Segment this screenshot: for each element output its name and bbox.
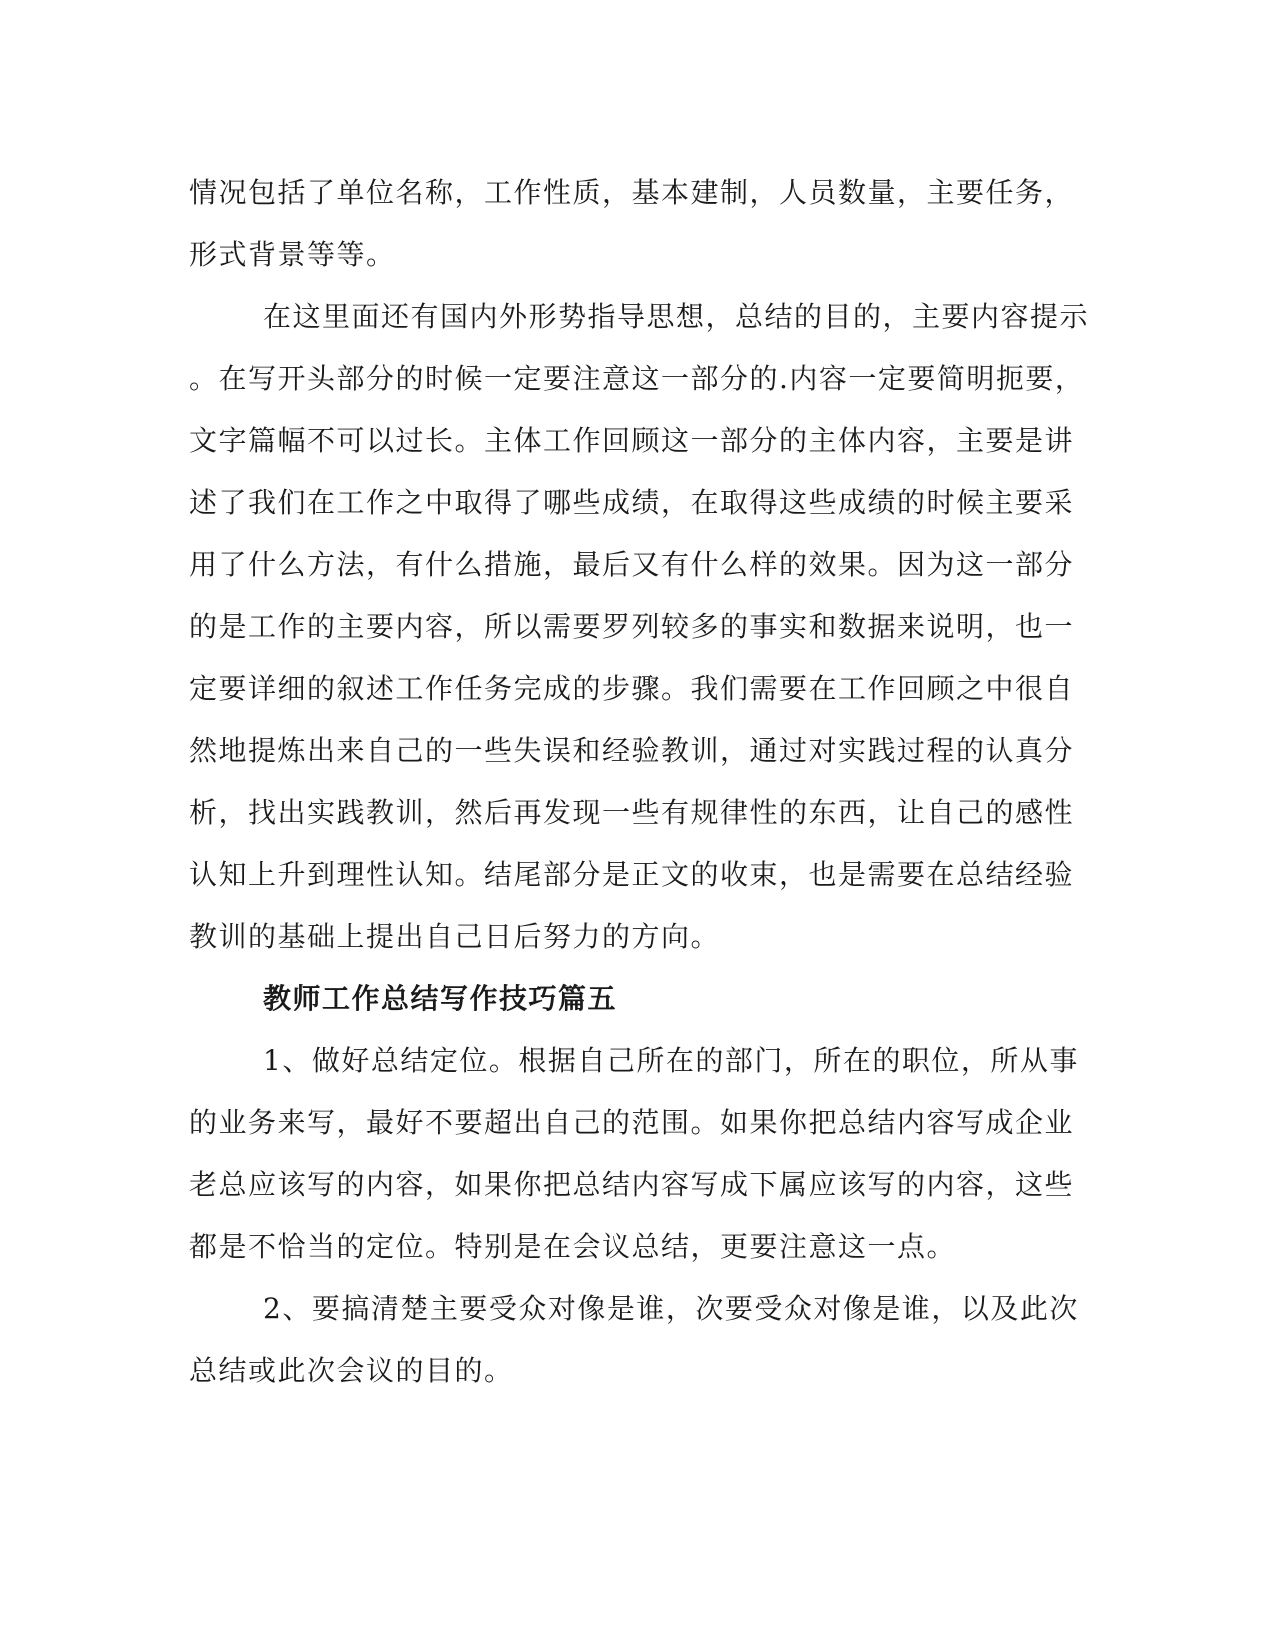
- text-line: 述了我们在工作之中取得了哪些成绩，在取得这些成绩的时候主要采: [189, 486, 1075, 519]
- text-line: 的是工作的主要内容，所以需要罗列较多的事实和数据来说明，也一: [189, 610, 1075, 643]
- text-line: 2、要搞清楚主要受众对像是谁，次要受众对像是谁，以及此次: [263, 1292, 1079, 1325]
- section-heading: 教师工作总结写作技巧篇五: [263, 982, 618, 1015]
- text-line: 用了什么方法，有什么措施，最后又有什么样的效果。因为这一部分: [189, 548, 1075, 581]
- text-line: 然地提炼出来自己的一些失误和经验教训，通过对实践过程的认真分: [189, 734, 1075, 767]
- paragraph-tip-1: [189, 1030, 1089, 1278]
- text-line: 文字篇幅不可以过长。主体工作回顾这一部分的主体内容，主要是讲: [189, 424, 1075, 457]
- text-line: 的业务来写，最好不要超出自己的范围。如果你把总结内容写成企业: [189, 1106, 1075, 1139]
- paragraph-tip-2: [189, 1278, 1089, 1402]
- text-line: 都是不恰当的定位。特别是在会议总结，更要注意这一点。: [189, 1230, 957, 1263]
- text-line: 定要详细的叙述工作任务完成的步骤。我们需要在工作回顾之中很自: [189, 672, 1075, 705]
- text-line: 情况包括了单位名称，工作性质，基本建制，人员数量，主要任务，: [189, 176, 1075, 209]
- text-line: 1、做好总结定位。根据自己所在的部门，所在的职位，所从事: [263, 1044, 1079, 1077]
- paragraph-situation: [189, 162, 1089, 286]
- text-line: 在这里面还有国内外形势指导思想，总结的目的，主要内容提示: [263, 300, 1090, 333]
- paragraph-opening-and-body: [189, 286, 1089, 968]
- text-line: 总结或此次会议的目的。: [189, 1354, 514, 1387]
- text-line: 形式背景等等。: [189, 238, 396, 271]
- text-line: 老总应该写的内容，如果你把总结内容写成下属应该写的内容，这些: [189, 1168, 1075, 1201]
- text-line: 认知上升到理性认知。结尾部分是正文的收束，也是需要在总结经验: [189, 858, 1075, 891]
- text-line: 析，找出实践教训，然后再发现一些有规律性的东西，让自己的感性: [189, 796, 1075, 829]
- text-line: 教训的基础上提出自己日后努力的方向。: [189, 920, 721, 953]
- document-body: [189, 162, 1089, 1402]
- text-line: 。在写开头部分的时候一定要注意这一部分的.内容一定要简明扼要，: [189, 362, 1085, 395]
